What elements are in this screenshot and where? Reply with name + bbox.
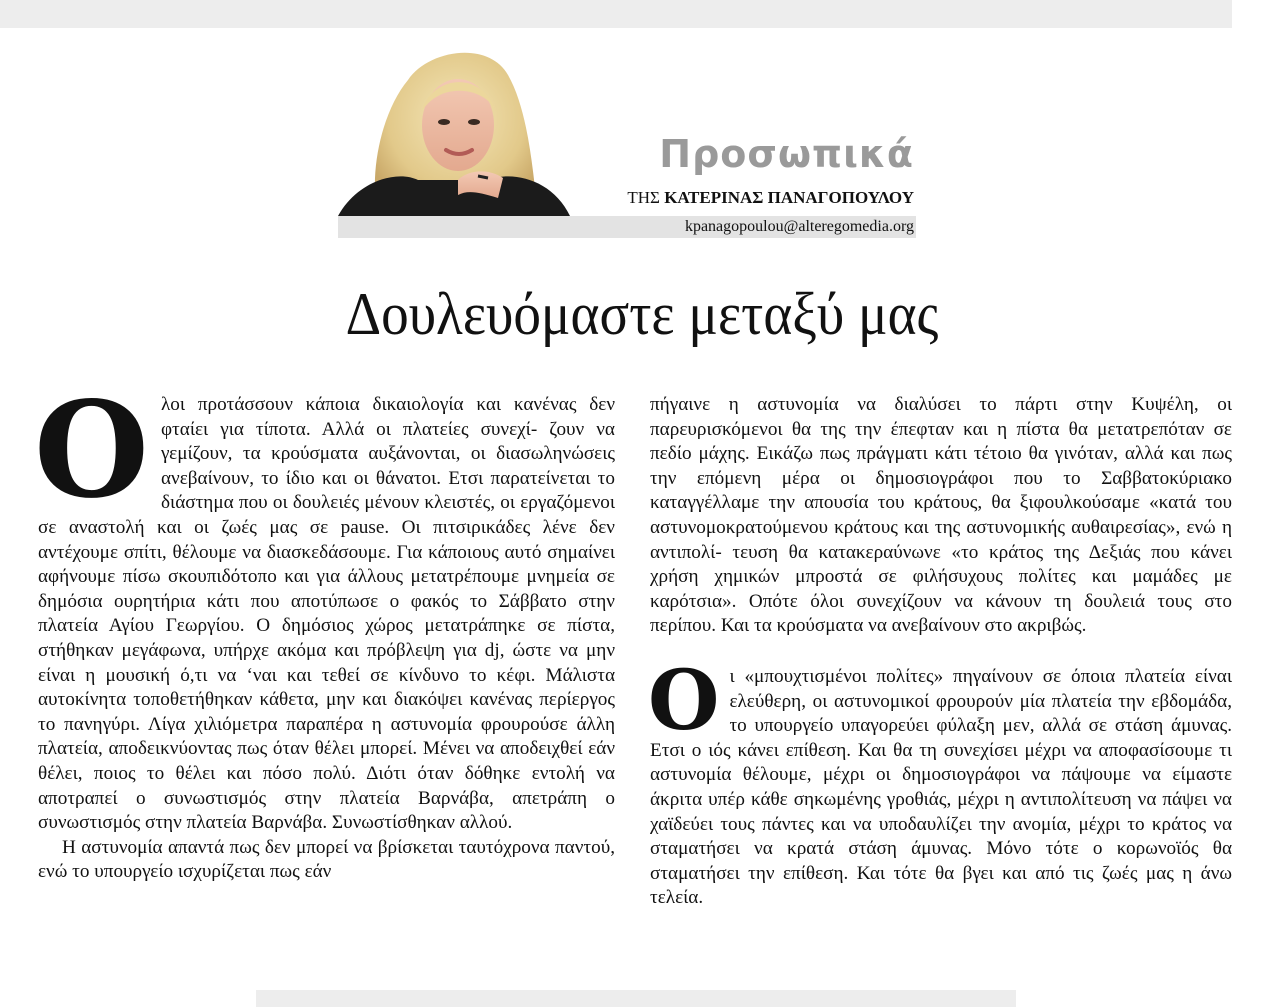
author-email[interactable]: kpanagopoulou@alteregomedia.org — [684, 218, 914, 235]
section-title: Προσωπικά — [659, 132, 914, 176]
article-paragraph: πήγαινε η αστυνομία να διαλύσει το πάρτι στην Κυψέλη, οι παρευρισκόμενοι θα της την έπεφταν και η πίστα θα μετατρεπόταν σε πεδίο μάχης. Εικάζω πως πράγματι κάτι τέτοιο θα γινόταν, αλλά και πως την επόμενη μέρα οι δημοσιογράφοι που το Σαββατοκύριακο καταγγέλλαμε την απουσία του κράτους, θα ξιφουλκούσαμε «κατά του αστυνομοκρατούμενου κράτους και της αστυνομικής αυθαιρεσίας», ενώ η αντιπολί- τευση θα κατακεραύνωνε «το κράτος της Δεξιάς που κάνει χρήση χημικών μπροστά σε φιλήσυχους πολίτες και μαμάδες με καρότσια». Οπότε όλοι συνεχίζουν να κάνουν τη δουλειά τους στο περίπου. Και τα κρούσματα να ανεβαίνουν στο ακριβώς. — [650, 394, 1232, 637]
column-header — [338, 30, 918, 240]
article-column-left — [34, 373, 615, 885]
author-byline — [627, 188, 914, 208]
author-photo — [338, 30, 570, 216]
author-name: ΚΑΤΕΡΙΝΑΣ ΠΑΝΑΓΟΠΟΥΛΟΥ — [664, 188, 914, 207]
top-bar — [0, 0, 1232, 28]
bottom-bar — [256, 990, 1016, 1007]
article-paragraph — [34, 373, 615, 836]
article-paragraph — [648, 652, 1232, 911]
drop-cap: Ο — [34, 373, 149, 528]
author-portrait-image — [338, 30, 570, 216]
article-title: Δουλευόμαστε μεταξύ μας — [345, 281, 939, 347]
drop-cap: Ο — [648, 652, 720, 749]
article-paragraph: Η αστυνομία απαντά πως δεν μπορεί να βρίσκεται ταυτόχρονα παντού, ενώ το υπουργείο ισχυρίζεται πως εάν — [38, 836, 615, 883]
article-column-right — [650, 393, 1232, 911]
paragraph-gap — [650, 639, 1232, 665]
paragraph-text: ι «μπουχτισμένοι πολίτες» πηγαίνουν σε όποια πλατεία είναι ελεύθερη, οι αστυνομικοί φρουρούν μία πλατεία την εβδομάδα, το υπουργείο υπαγορεύει φύλαξη μεν, αλλά σε στάση άμυνας. Ετσι ο ιός κάνει επίθεση. Και θα τη συνεχίσει μέχρι να αποφασίσουμε τι αστυνομία θέλουμε, μέχρι οι δημοσιογράφοι να πάψουμε να είμαστε άκριτα υπέρ κάθε σηκωμένης γροθιάς, μέχρι η αντιπολίτευση να πάψει να χαϊδεύει τους πάντες και να υποδαυλίζει την ανομία, μέχρι το κράτος να σταματήσει να κρατά στάση άμυνας. Μόνο τότε ο κορωνοϊός θα σταματήσει την επίθεση. Και τότε θα βγει και από τις ζωές μας η άνω τελεία. — [650, 665, 1232, 909]
paragraph-text: λοι προτάσσουν κάποια δικαιολογία και κανένας δεν φταίει για τίποτα. Αλλά οι πλατείες συνεχί- ζουν να γεμίζουν, τα κρούσματα αυξάνονται, οι διασωληνώσεις ανεβαίνουν, το ίδιο και οι θάνατοι. Ετσι παρατείνεται το διάστημα που οι δουλειές μένουν κλειστές, οι εργαζόμενοι σε αναστολή και οι ζωές μας σε pause. Οι πιτσιρικάδες λένε δεν αντέχουμε σπίτι, θέλουμε να διασκεδάσουμε. Για κάποιους αυτό σημαίνει αφήνουμε πίσω σκουπιδότοπο και για άλλους μετατρέπουμε μνημεία σε δημόσια ουρητήρια κάτι που αποτύπωσε ο φακός το Σάββατο στην πλατεία Αγίου Γεωργίου. Ο δημόσιος χώρος μετατράπηκε σε πίστα, στήθηκαν μεγάφωνα, υπήρχε ακόμα και πρόβλεψη για dj, ώστε να μην είναι η μουσική ό,τι να ‘ναι και τεθεί σε κίνδυνο το κέφι. Μάλιστα αυτοκίνητα τοποθετήθηκαν κάθετα, μην και διακόψει κανένας περίεργος το πανηγύρι. Λίγα χιλιόμετρα παραπέρα η αστυνομία φρουρούσε άλλη πλατεία, αποδεικνύοντας πως όταν θέλει μπορεί. Μένει να αποδειχθεί εάν θέλει, ποιος το θέλει και πόσο πολύ. Διότι όταν δόθηκε εντολή να αποτραπεί ο συνωστισμός στην πλατεία Βαρνάβα, απετράπη ο συνωστισμός στην πλατεία Βαρνάβα. Συνωστίσθηκαν αλλού. — [38, 394, 615, 834]
author-prefix: ΤΗΣ — [627, 188, 660, 207]
